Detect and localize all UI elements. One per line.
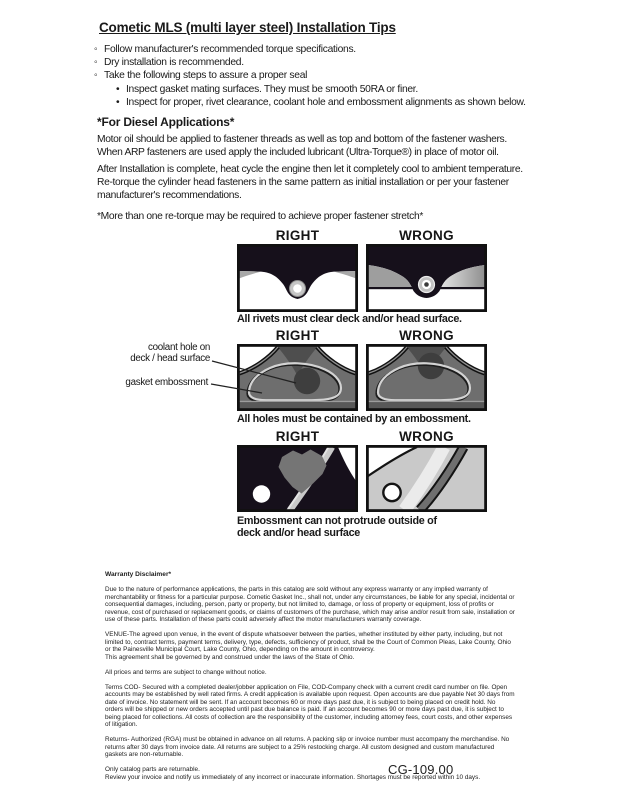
legal-paragraph: Only catalog parts are returnable. [105, 766, 200, 773]
diagram-embossment-wrong [366, 344, 487, 411]
tip-text: Dry installation is recommended. [104, 57, 244, 69]
installation-tips-list [94, 43, 526, 109]
callout-text: coolant hole on [148, 342, 210, 353]
bullet-circle-icon: ◦ [94, 44, 98, 55]
diesel-applications-heading: *For Diesel Applications* [97, 115, 235, 129]
legal-paragraph: All prices and terms are subject to change without notice. [105, 668, 267, 676]
legal-paragraph: Returns- Authorized (RGA) must be obtained in advance on all returns. A packing slip or invoice number must accompany the merchandise. No returns after 30 days from invoice date. All returns are subject to a 25% restocking charge. All custom designed and custom manufactured gaskets are non-returnable. [105, 736, 510, 758]
tip-text: Take the following steps to assure a proper seal [104, 70, 308, 82]
list-item [94, 69, 526, 82]
caption-holes: All holes must be contained by an embossment. [237, 413, 471, 425]
legal-paragraph: Review your invoice and notify us immediately of any incorrect or inaccurate information. Shortages must be reported within 10 days. [105, 773, 481, 781]
tip-text: Follow manufacturer's recommended torque specifications. [104, 44, 356, 55]
diesel-paragraph: Motor oil should be applied to fastener threads as well as top and bottom of the fastener washers. When ARP fasteners are used apply the included lubricant (Ultra-Torque®) in place of motor oil. [97, 134, 507, 159]
callout-coolant-hole [88, 343, 210, 364]
caption-protrusion: Embossment can not protrude outside of deck and/or head surface [237, 515, 437, 539]
bullet-dot-icon: • [116, 83, 120, 95]
legal-paragraph: Terms COD- Secured with a completed dealer/jobber application on File, COD-Company check with a current credit card number on file. Open accounts may be established by well rated firms. A credit application is available upon request. Open accounts are due payable Net 30 days from date of invoice. No statement will be sent. If an account becomes 60 or more days past due, it is subject to being placed on credit hold. No orders will be shipped or new orders accepted until past due balance is paid. If an account becomes 90 or more days past due, it is subject to being placed for collections. All costs of collection are the responsibility of the customer, including attorney fees, court costs, and other expenses of litigation. [105, 683, 515, 728]
list-item [116, 96, 526, 109]
diesel-paragraph: After Installation is complete, heat cycle the engine then let it completely cool to ambient temperature. Re-torque the cylinder head fasteners in the same pattern as initial installation or per your fastener manufacturer's recommendations. [97, 164, 523, 202]
right-label: RIGHT [275, 429, 320, 444]
legal-section [105, 571, 515, 789]
callout-pointer-lines [208, 355, 303, 400]
list-item [116, 83, 526, 96]
right-label: RIGHT [275, 328, 320, 343]
right-label: RIGHT [275, 228, 320, 243]
caption-rivets: All rivets must clear deck and/or head surface. [237, 313, 462, 325]
list-item [94, 56, 526, 69]
wrong-label: WRONG [399, 328, 454, 343]
diagram-protrusion-right [237, 445, 358, 512]
diagram-rivet-right [237, 244, 358, 312]
page-code: CG-109.00 [388, 762, 454, 777]
page-title: Cometic MLS (multi layer steel) Installation Tips [99, 20, 396, 35]
list-item [94, 43, 526, 56]
callout-text: deck / head surface [130, 352, 210, 364]
tip-text: Inspect for proper, rivet clearance, coolant hole and embossment alignments as shown below. [126, 96, 526, 108]
warranty-disclaimer-heading: Warranty Disclaimer* [105, 571, 172, 578]
legal-paragraph: This agreement shall be governed by and construed under the laws of the State of Ohio. [105, 653, 355, 661]
wrong-label: WRONG [399, 228, 454, 243]
bullet-circle-icon: ◦ [94, 57, 98, 69]
diagram-protrusion-wrong [366, 445, 487, 512]
diagram-rivet-wrong [366, 244, 487, 312]
tip-text: Inspect gasket mating surfaces. They must be smooth 50RA or finer. [126, 83, 418, 95]
retorque-note: *More than one re-torque may be required to achieve proper fastener stretch* [97, 211, 423, 222]
bullet-dot-icon: • [116, 96, 120, 108]
callout-gasket-embossment: gasket embossment [125, 377, 208, 388]
wrong-label: WRONG [399, 429, 454, 444]
legal-paragraph: VENUE-The agreed upon venue, in the event of dispute whatsoever between the parties, whether instituted by either party, including, but not limited to, contract terms, payment terms, delivery, type, defects, sufficiency of product, shall be the Court of Common Pleas, Lake County, Ohio or the Painesville Municipal Court, Lake County, Ohio, depending on the amount in controversy. [105, 631, 511, 653]
legal-paragraph: Due to the nature of performance applications, the parts in this catalog are sold without any express warranty or any implied warranty of merchantability or fitness for a particular purpose. Cometic Gasket Inc., shall not, under any circumstances, be liable for any special, incidental or consequential damages, including, person, party or property, but not limited to, damage, or loss of property or equipment, loss of profits or revenue, cost of purchased or replacement goods, or claims of customers of the purchase, which may arise and/or result from sale, installation or use of these parts. Installation of these parts could adversely affect the motor manufacturers warranty coverage. [105, 586, 515, 623]
bullet-circle-icon: ◦ [94, 70, 98, 82]
